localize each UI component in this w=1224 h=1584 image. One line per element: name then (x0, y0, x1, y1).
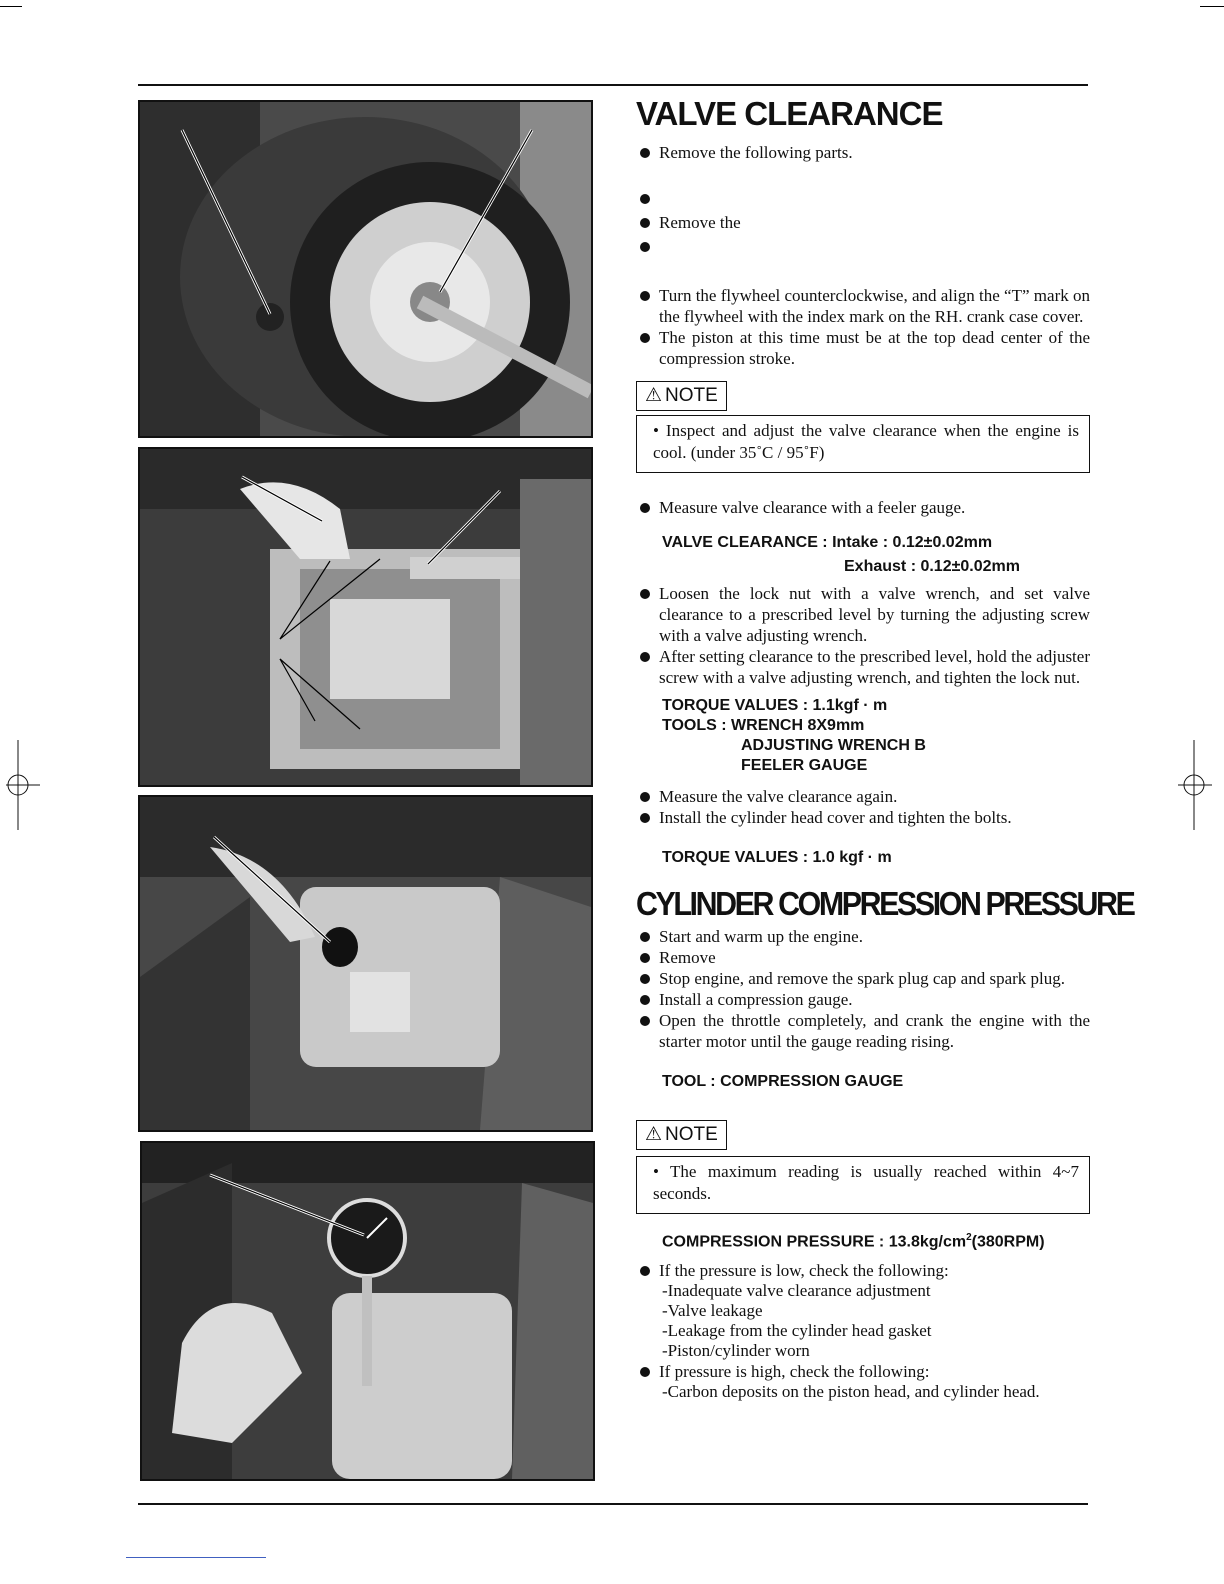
valve-adjust-photo (138, 447, 593, 787)
bottom-link-line (126, 1557, 266, 1558)
bullet-remove-the: Remove the (636, 212, 1090, 233)
bullet-pressure-low: If the pressure is low, check the following: (636, 1260, 1090, 1281)
bullet-piston-tdc: The piston at this time must be at the top dead center of the compression stroke. (636, 327, 1090, 369)
low-cause-4: -Piston/cylinder worn (662, 1341, 810, 1361)
low-cause-2: -Valve leakage (662, 1301, 763, 1321)
pressure-rpm: (380RPM) (971, 1233, 1045, 1251)
low-cause-3: -Leakage from the cylinder head gasket (662, 1321, 932, 1341)
text-column (636, 90, 1134, 1402)
registration-mark-left (6, 740, 42, 835)
crop-mark-top-right (1200, 6, 1224, 7)
bullet-stop-engine: Stop engine, and remove the spark plug cap and spark plug. (636, 968, 1090, 989)
bullet-empty-1 (636, 188, 1090, 209)
compression-title: CYLINDER COMPRESSION PRESSURE (636, 885, 1134, 922)
bullet-remove-parts: Remove the following parts. (636, 142, 1090, 163)
warning-icon: ⚠ (645, 1124, 663, 1145)
note-label-text: NOTE (665, 1124, 718, 1145)
bullet-install-gauge: Install a compression gauge. (636, 989, 1090, 1010)
warning-icon: ⚠ (645, 385, 663, 406)
pressure-label: COMPRESSION PRESSURE : 13.8kg/cm (662, 1233, 967, 1251)
low-cause-1: -Inadequate valve clearance adjustment (662, 1281, 931, 1301)
note-box-2: • The maximum reading is usually reached within 4~7 seconds. (636, 1156, 1090, 1214)
compression-gauge-photo (140, 1141, 595, 1481)
bullet-remove: Remove (636, 947, 1090, 968)
valve-clearance-title: VALVE CLEARANCE (636, 95, 943, 132)
note-label-1 (636, 381, 727, 411)
note-box-1: • Inspect and adjust the valve clearance when the engine is cool. (under 35˚C / 95˚F) (636, 415, 1090, 473)
spec-exhaust: Exhaust : 0.12±0.02mm (844, 558, 1020, 575)
crop-mark-top-left (0, 6, 22, 7)
tools-line-3: FEELER GAUGE (741, 757, 868, 774)
bullet-empty-2 (636, 236, 1090, 257)
registration-mark-right (1176, 740, 1212, 835)
bullet-open-throttle: Open the throttle completely, and crank the engine with the starter motor until the gauge reading rising. (636, 1010, 1090, 1052)
bullet-turn-flywheel: Turn the flywheel counterclockwise, and align the “T” mark on the flywheel with the index mark on the RH. crank case cover. (636, 285, 1090, 327)
tool-compression-gauge: TOOL : COMPRESSION GAUGE (662, 1073, 904, 1090)
tools-line-2: ADJUSTING WRENCH B (741, 737, 926, 754)
spec-intake: VALVE CLEARANCE : Intake : 0.12±0.02mm (662, 534, 993, 551)
pressure-sup: 2 (966, 1232, 972, 1243)
top-rule (138, 84, 1088, 86)
bottom-rule (138, 1503, 1088, 1505)
torque-value-2: TORQUE VALUES : 1.0 kgf · m (662, 849, 892, 866)
bullet-hold-adjuster: After setting clearance to the prescribed level, hold the adjuster screw with a valve adjusting wrench, and tighten the lock nut. (636, 646, 1090, 688)
head-cover-photo (138, 795, 593, 1132)
bullet-start-engine: Start and warm up the engine. (636, 926, 1090, 947)
torque-value-1: TORQUE VALUES : 1.1kgf · m (662, 697, 888, 714)
note-label-text: NOTE (665, 385, 718, 406)
note-label-2 (636, 1120, 727, 1150)
compression-pressure-spec (636, 1228, 1090, 1252)
bullet-install-head-cover: Install the cylinder head cover and tighten the bolts. (636, 807, 1090, 828)
bullet-measure-again: Measure the valve clearance again. (636, 786, 1090, 807)
high-cause-1: -Carbon deposits on the piston head, and cylinder head. (662, 1382, 1040, 1402)
bullet-measure-clearance: Measure valve clearance with a feeler gauge. (636, 497, 1090, 518)
tools-line-1: TOOLS : WRENCH 8X9mm (662, 717, 865, 734)
flywheel-photo (138, 100, 593, 438)
bullet-pressure-high: If pressure is high, check the following: (636, 1361, 1090, 1382)
bullet-loosen-lock-nut: Loosen the lock nut with a valve wrench, and set valve clearance to a prescribed level by turning the adjusting screw with a valve adjusting wrench. (636, 583, 1090, 646)
